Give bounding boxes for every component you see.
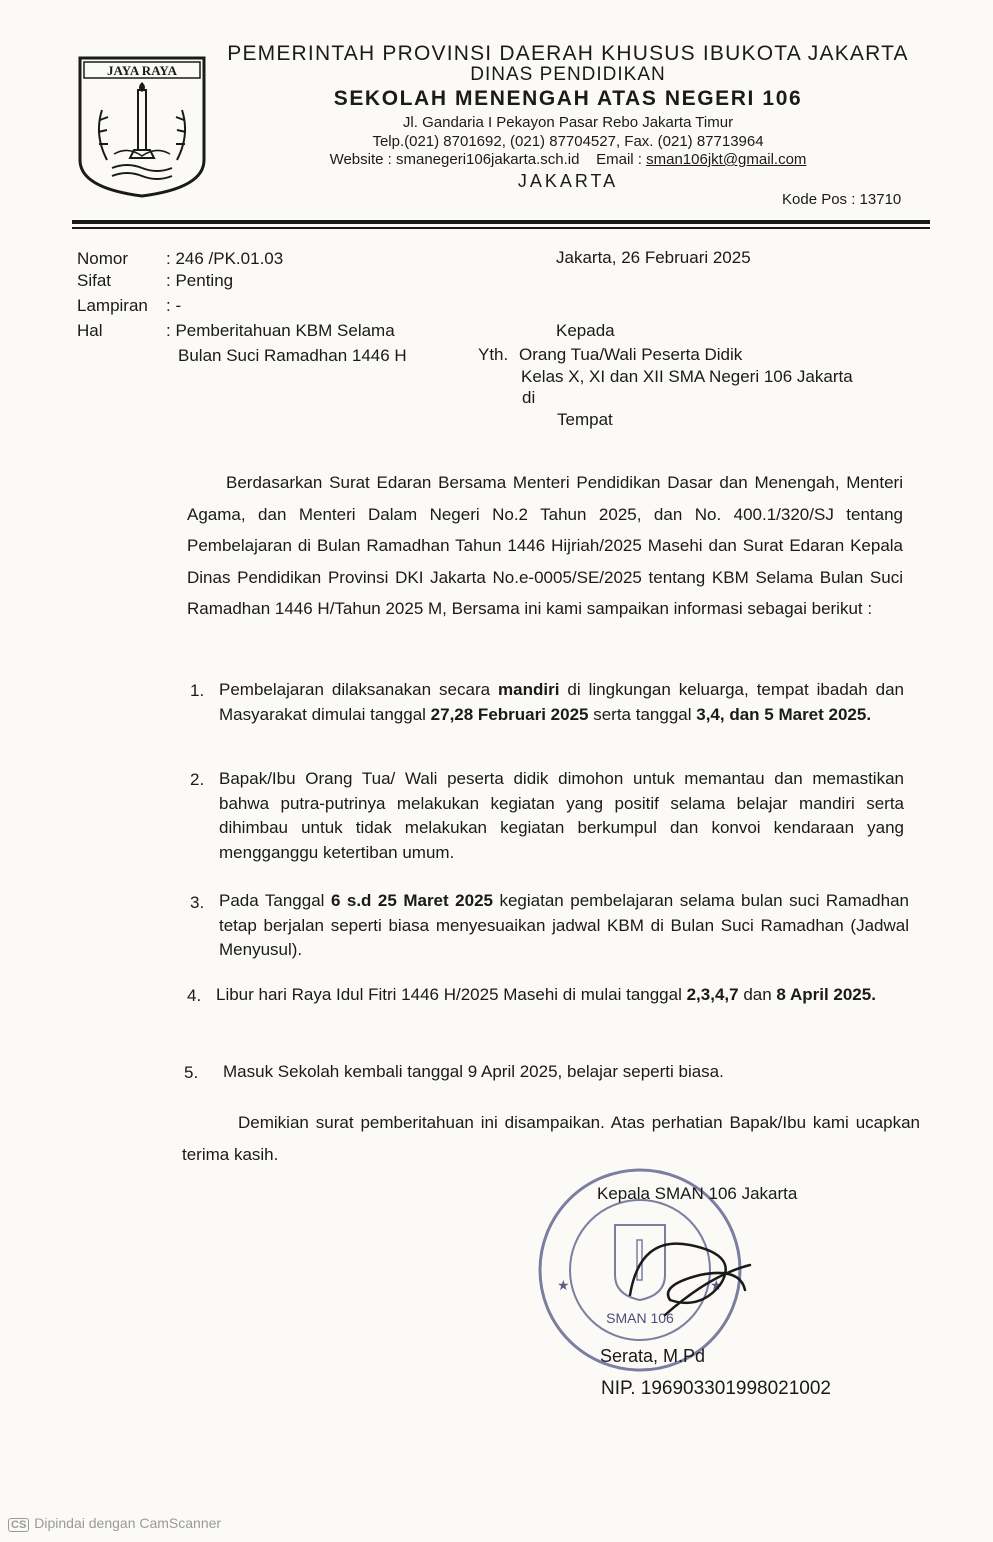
recipient-tempat: Tempat bbox=[557, 410, 613, 429]
recipient-di: di bbox=[522, 388, 536, 407]
item-number: 3. bbox=[190, 893, 205, 912]
handwritten-signature bbox=[570, 1215, 790, 1345]
item-number: 5. bbox=[184, 1063, 199, 1082]
dept-name: DINAS PENDIDIKAN bbox=[470, 64, 666, 85]
recipient-kepada: Kepada bbox=[556, 321, 615, 340]
camscanner-icon: CS bbox=[8, 1518, 29, 1532]
header-rule-thin bbox=[72, 227, 930, 229]
stamp-text: SMAN 106 bbox=[606, 1310, 674, 1326]
list-item: Pembelajaran dilaksanakan secara mandiri di lingkungan keluarga, tempat ibadah dan Masyarakat dimulai tanggal 27,28 Februari 2025 serta tanggal 3,4, dan 5 Maret 2025. bbox=[219, 680, 905, 724]
header-rule-thick bbox=[72, 220, 930, 224]
svg-text:★: ★ bbox=[710, 1277, 723, 1293]
sifat-label: Sifat bbox=[77, 271, 112, 290]
gov-name: PEMERINTAH PROVINSI DAERAH KHUSUS IBUKOTA JAKARTA bbox=[227, 42, 909, 65]
school-email: sman106jkt@gmail.com bbox=[646, 151, 807, 168]
recipient-yth: Yth. bbox=[478, 345, 509, 364]
item-number: 2. bbox=[190, 770, 205, 789]
school-contact bbox=[218, 151, 918, 168]
signature-title: Kepala SMAN 106 Jakarta bbox=[597, 1184, 798, 1203]
school-address: Jl. Gandaria I Pekayon Pasar Rebo Jakarta Timur bbox=[402, 114, 734, 131]
hal-value-line1: : Pemberitahuan KBM Selama bbox=[166, 321, 395, 340]
nomor-value: : 246 /PK.01.03 bbox=[166, 249, 284, 268]
recipient-line1: Orang Tua/Wali Peserta Didik bbox=[519, 345, 743, 364]
school-city: JAKARTA bbox=[517, 171, 619, 191]
hal-value-line2: Bulan Suci Ramadhan 1446 H bbox=[178, 346, 407, 365]
email-label: Email : bbox=[596, 151, 642, 168]
item-number: 4. bbox=[187, 986, 202, 1005]
intro-paragraph: Berdasarkan Surat Edaran Bersama Menteri Pendidikan Dasar dan Menengah, Menteri Agama, dan Menteri Dalam Negeri No.2 Tahun 2025, dan No. 400.1/320/SJ tentang Pembelajaran di Bulan Ramadhan Tahun 1446 Hijriah/2025 Masehi dan Surat Edaran Kepala Dinas Pendidikan Provinsi DKI Jakarta No.e-0005/SE/2025 tentang KBM Selama Bulan Suci Ramadhan 1446 H/Tahun 2025 M, Bersama ini kami sampaikan informasi sebagai berikut : bbox=[187, 473, 903, 618]
letter-date: Jakarta, 26 Februari 2025 bbox=[556, 248, 751, 267]
list-item: Bapak/Ibu Orang Tua/ Wali peserta didik dimohon untuk memantau dan memastikan bahwa putra-putrinya melakukan kegiatan yang positif selama belajar mandiri serta dihimbau untuk tidak melakukan kegiatan berkumpul dan konvoi kendaraan yang mengganggu ketertiban umum. bbox=[219, 769, 904, 862]
school-phone: Telp.(021) 8701692, (021) 87704527, Fax. (021) 87713964 bbox=[372, 133, 764, 150]
list-item: Masuk Sekolah kembali tanggal 9 April 2025, belajar seperti biasa. bbox=[223, 1062, 724, 1081]
school-name: SEKOLAH MENENGAH ATAS NEGERI 106 bbox=[333, 87, 803, 110]
svg-text:★: ★ bbox=[557, 1277, 570, 1293]
recipient-line2: Kelas X, XI dan XII SMA Negeri 106 Jakarta bbox=[521, 367, 853, 386]
school-website: Website : smanegeri106jakarta.sch.id bbox=[329, 151, 580, 168]
camscanner-text: Dipindai dengan CamScanner bbox=[34, 1515, 222, 1531]
jaya-raya-logo bbox=[72, 50, 212, 200]
sifat-value: : Penting bbox=[166, 271, 234, 290]
signatory-name: Serata, M.Pd bbox=[600, 1346, 706, 1366]
item-number: 1. bbox=[190, 681, 205, 700]
signatory-nip: NIP. 196903301998021002 bbox=[601, 1378, 831, 1399]
nomor-label: Nomor bbox=[77, 249, 129, 268]
logo-text: JAYA RAYA bbox=[107, 63, 177, 78]
camscanner-watermark bbox=[8, 1515, 221, 1532]
closing-paragraph: Demikian surat pemberitahuan ini disampaikan. Atas perhatian Bapak/Ibu kami ucapkan terima kasih. bbox=[182, 1113, 920, 1164]
kode-pos: Kode Pos : 13710 bbox=[782, 191, 902, 208]
list-item: Pada Tanggal 6 s.d 25 Maret 2025 kegiatan pembelajaran selama bulan suci Ramadhan tetap berjalan seperti biasa menyesuaikan jadwal KBM di Bulan Suci Ramadhan (Jadwal Menyusul). bbox=[219, 891, 909, 959]
hal-label: Hal bbox=[77, 321, 103, 340]
lampiran-value: : - bbox=[166, 296, 182, 315]
list-item: Libur hari Raya Idul Fitri 1446 H/2025 Masehi di mulai tanggal 2,3,4,7 dan 8 April 2025. bbox=[216, 985, 876, 1004]
lampiran-label: Lampiran bbox=[77, 296, 148, 315]
